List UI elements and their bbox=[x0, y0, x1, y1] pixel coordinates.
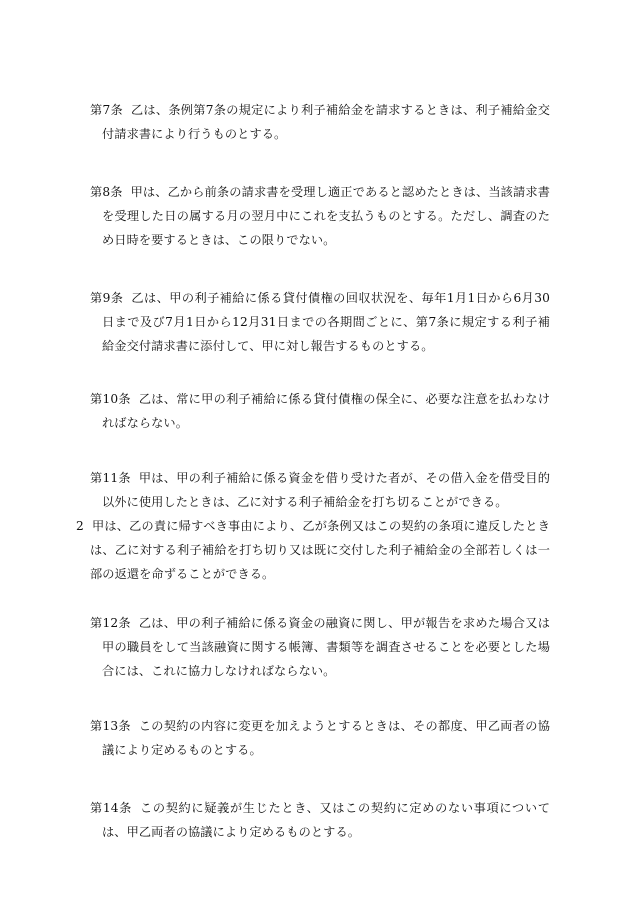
article-10-text: 乙は、常に甲の利子補給に係る貸付債権の保全に、必要な注意を払わなければならない。 bbox=[102, 392, 550, 430]
article-13 bbox=[90, 714, 550, 762]
article-7-number: 第7条 bbox=[90, 103, 123, 117]
article-11 bbox=[76, 466, 550, 586]
article-9-number: 第9条 bbox=[90, 291, 124, 305]
article-8 bbox=[90, 180, 550, 252]
article-9-text: 乙は、甲の利子補給に係る貸付債権の回収状況を、毎年1月1日から6月30日まで及び7月1日から12月31日までの各期間ごとに、第7条に規定する利子補給金交付請求書に添付して、甲に対し報告するものとする。 bbox=[102, 291, 550, 353]
article-11-sub-paragraph bbox=[76, 514, 550, 586]
article-10-number: 第10条 bbox=[90, 392, 131, 406]
article-7-text: 乙は、条例第7条の規定により利子補給金を請求するときは、利子補給金交付請求書により行うものとする。 bbox=[102, 103, 550, 141]
article-12 bbox=[90, 611, 550, 683]
article-9-paragraph bbox=[90, 286, 550, 358]
article-14-paragraph bbox=[90, 796, 550, 844]
article-12-paragraph bbox=[90, 611, 550, 683]
article-9 bbox=[90, 286, 550, 358]
article-11-number: 第11条 bbox=[90, 471, 131, 485]
article-14 bbox=[90, 796, 550, 844]
article-7-paragraph bbox=[90, 98, 550, 146]
article-10 bbox=[90, 387, 550, 435]
article-12-number: 第12条 bbox=[90, 616, 131, 630]
article-14-number: 第14条 bbox=[90, 801, 132, 815]
article-11-sub-number: 2 bbox=[76, 519, 84, 533]
article-13-text: この契約の内容に変更を加えようとするときは、その都度、甲乙両者の協議により定めるものとする。 bbox=[102, 719, 550, 757]
article-13-number: 第13条 bbox=[90, 719, 131, 733]
article-11-paragraph bbox=[90, 466, 550, 514]
article-8-number: 第8条 bbox=[90, 185, 123, 199]
article-8-paragraph bbox=[90, 180, 550, 252]
article-14-text: この契約に疑義が生じたとき、又はこの契約に定めのない事項については、甲乙両者の協議により定めるものとする。 bbox=[102, 801, 550, 839]
article-7 bbox=[90, 98, 550, 146]
article-11-text: 甲は、甲の利子補給に係る資金を借り受けた者が、その借入金を借受目的以外に使用したときは、乙に対する利子補給金を打ち切ることができる。 bbox=[102, 471, 550, 509]
article-10-paragraph bbox=[90, 387, 550, 435]
article-8-text: 甲は、乙から前条の請求書を受理し適正であると認めたときは、当該請求書を受理した日の属する月の翌月中にこれを支払うものとする。ただし、調査のため日時を要するときは、この限りでない。 bbox=[102, 185, 550, 247]
article-12-text: 乙は、甲の利子補給に係る資金の融資に関し、甲が報告を求めた場合又は甲の職員をして当該融資に関する帳簿、書類等を調査させることを必要とした場合には、これに協力しなければならない。 bbox=[102, 616, 550, 678]
article-13-paragraph bbox=[90, 714, 550, 762]
article-11-sub-text: 甲は、乙の責に帰すべき事由により、乙が条例又はこの契約の条項に違反したときは、乙に対する利子補給を打ち切り又は既に交付した利子補給金の全部若しくは一部の返還を命ずることができる。 bbox=[90, 519, 550, 581]
